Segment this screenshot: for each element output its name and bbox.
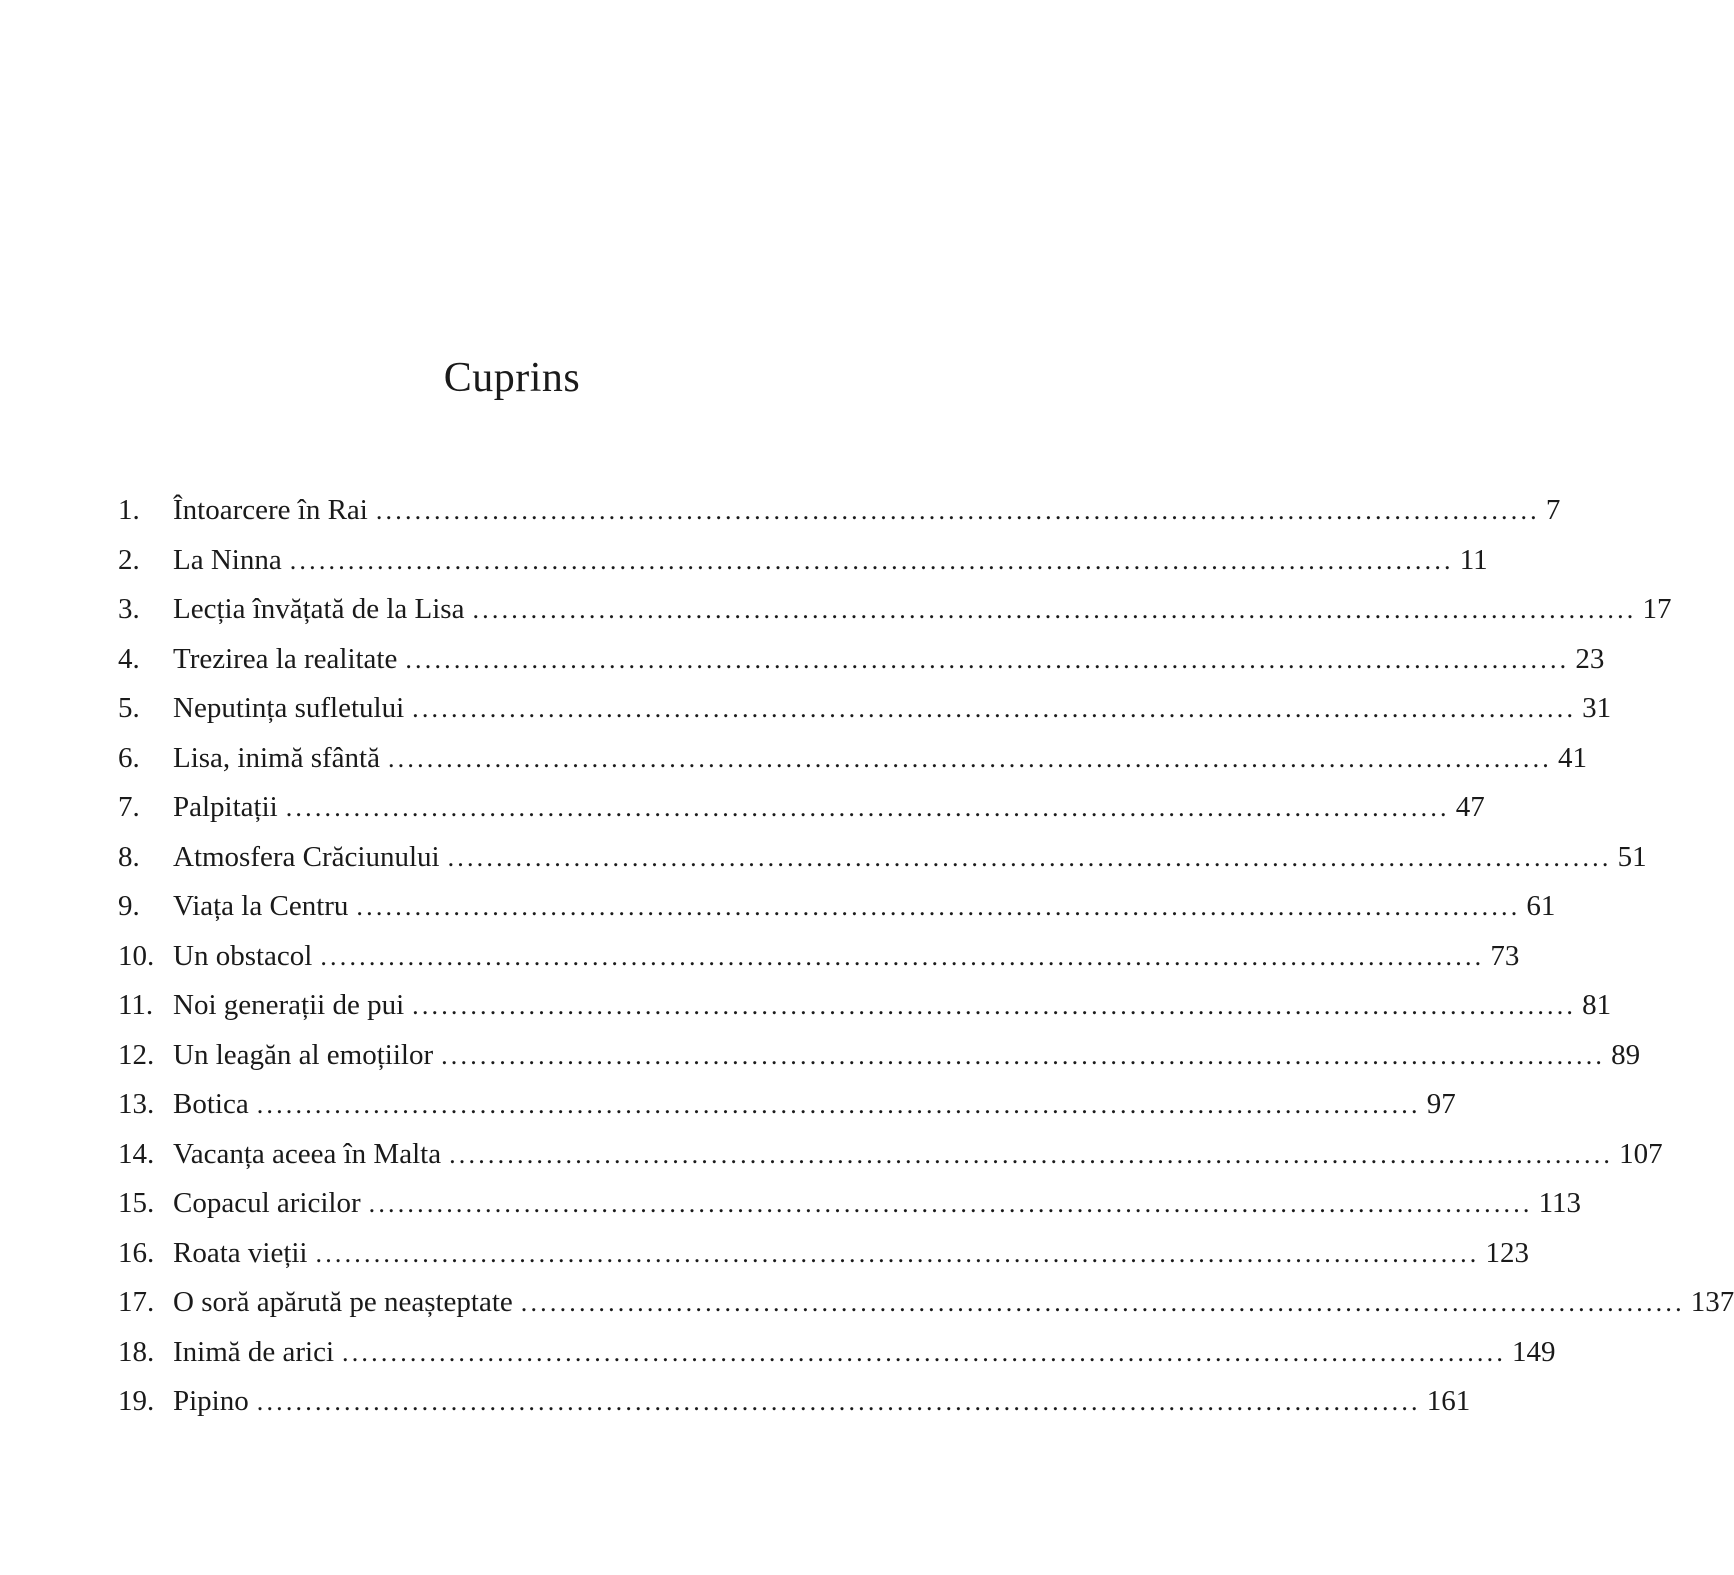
toc-entry-number: 17.	[118, 1286, 155, 1318]
toc-entry-page: 51	[1617, 840, 1647, 873]
toc-dot-leader: ........................................................................................................................	[342, 1337, 1507, 1367]
toc-entry-title: Întoarcere în Rai	[173, 494, 368, 526]
toc-dot-leader: ........................................................................................................................	[368, 1189, 1533, 1218]
toc-entry[interactable]	[118, 1130, 1663, 1180]
toc-entry-title: Noi generații de pui	[173, 989, 405, 1021]
toc-entry-page: 17	[1642, 593, 1672, 625]
toc-entry-title: Lecția învățată de la Lisa	[173, 593, 465, 625]
toc-dot-leader: ........................................................................................................................	[256, 1387, 1421, 1416]
toc-dot-leader: ........................................................................................................................	[387, 743, 1552, 773]
toc-entry-number: 11.	[118, 989, 154, 1021]
toc-entry-page: 81	[1582, 989, 1612, 1021]
toc-entry-number: 18.	[118, 1335, 155, 1368]
toc-entry-title: Trezirea la realitate	[173, 642, 398, 675]
toc-entry[interactable]	[118, 981, 1612, 1031]
toc-entry-page: 107	[1619, 1137, 1663, 1170]
toc-entry-number: 5.	[118, 692, 140, 724]
toc-entry-number: 8.	[118, 840, 140, 873]
toc-dot-leader: ........................................................................................................................	[472, 595, 1637, 624]
toc-entry[interactable]	[118, 1229, 1529, 1279]
toc-entry-title: Un obstacol	[173, 939, 313, 972]
toc-entry-title: Palpitații	[173, 791, 278, 823]
toc-entry-page: 41	[1557, 741, 1587, 774]
toc-entry[interactable]	[118, 1179, 1582, 1229]
toc-entry-page: 11	[1459, 543, 1488, 576]
toc-dot-leader: ........................................................................................................................	[449, 1139, 1614, 1169]
page-title: Cuprins	[443, 355, 581, 401]
toc-entry[interactable]	[118, 585, 1672, 635]
toc-entry[interactable]	[118, 486, 1561, 536]
toc-entry[interactable]	[118, 536, 1488, 586]
toc-entry-page: 31	[1582, 692, 1612, 724]
toc-entry-title: Atmosfera Crăciunului	[173, 840, 440, 873]
toc-entry-page: 161	[1426, 1385, 1471, 1417]
toc-entry[interactable]	[118, 684, 1612, 734]
toc-entry-title: Pipino	[173, 1385, 249, 1417]
toc-entry-title: Viața la Centru	[173, 890, 349, 922]
toc-entry-number: 16.	[118, 1236, 155, 1269]
table-of-contents	[118, 486, 1734, 1427]
toc-entry[interactable]	[118, 635, 1605, 685]
toc-dot-leader: ........................................................................................................................	[447, 842, 1612, 872]
toc-entry-title: O soră apărută pe neașteptate	[173, 1286, 513, 1318]
toc-entry-number: 12.	[118, 1038, 155, 1071]
toc-entry-title: Lisa, inimă sfântă	[173, 741, 380, 774]
toc-entry[interactable]	[118, 1377, 1471, 1427]
toc-entry-page: 7	[1545, 494, 1561, 526]
toc-entry-number: 14.	[118, 1137, 155, 1170]
toc-dot-leader: ........................................................................................................................	[520, 1288, 1685, 1317]
toc-dot-leader: ........................................................................................................................	[375, 496, 1540, 525]
toc-dot-leader: ........................................................................................................................	[256, 1090, 1421, 1119]
toc-entry[interactable]	[118, 734, 1587, 784]
toc-entry-number: 13.	[118, 1088, 155, 1120]
toc-dot-leader: ........................................................................................................................	[356, 892, 1521, 921]
toc-entry[interactable]	[118, 932, 1520, 982]
toc-dot-leader: ........................................................................................................................	[285, 793, 1450, 822]
toc-entry-page: 61	[1526, 890, 1556, 922]
toc-entry-number: 1.	[118, 494, 140, 526]
toc-entry-page: 73	[1490, 939, 1520, 972]
toc-entry-title: Roata vieții	[173, 1236, 308, 1269]
toc-entry-title: Un leagăn al emoțiilor	[173, 1038, 434, 1071]
toc-dot-leader: ........................................................................................................................	[405, 644, 1570, 674]
toc-entry[interactable]	[118, 1328, 1556, 1378]
toc-entry[interactable]	[118, 833, 1647, 883]
toc-entry-title: Vacanța aceea în Malta	[173, 1137, 442, 1170]
toc-entry[interactable]	[118, 1080, 1456, 1130]
toc-entry-number: 6.	[118, 741, 140, 774]
toc-entry[interactable]	[118, 1031, 1641, 1081]
toc-dot-leader: ........................................................................................................................	[315, 1238, 1480, 1268]
toc-dot-leader: ........................................................................................................................	[412, 991, 1577, 1020]
toc-entry-title: Botica	[173, 1088, 249, 1120]
toc-entry-title: Inimă de arici	[173, 1335, 335, 1368]
toc-entry-page: 23	[1575, 642, 1605, 675]
toc-entry[interactable]	[118, 1278, 1734, 1328]
toc-entry-number: 7.	[118, 791, 140, 823]
toc-dot-leader: ........................................................................................................................	[289, 545, 1454, 575]
toc-entry-number: 9.	[118, 890, 140, 922]
toc-entry[interactable]	[118, 882, 1556, 932]
toc-entry-title: Copacul aricilor	[173, 1187, 361, 1219]
toc-entry-page: 113	[1538, 1187, 1582, 1219]
toc-entry-number: 3.	[118, 593, 140, 625]
toc-entry-title: Neputința sufletului	[173, 692, 405, 724]
toc-entry-page: 149	[1512, 1335, 1556, 1368]
toc-entry-page: 47	[1455, 791, 1485, 823]
toc-entry-number: 15.	[118, 1187, 155, 1219]
toc-entry-page: 89	[1611, 1038, 1641, 1071]
toc-dot-leader: ........................................................................................................................	[320, 941, 1485, 971]
toc-entry-page: 97	[1426, 1088, 1456, 1120]
toc-entry[interactable]	[118, 783, 1485, 833]
toc-entry-number: 10.	[118, 939, 155, 972]
toc-entry-number: 4.	[118, 642, 140, 675]
toc-entry-title: La Ninna	[173, 543, 282, 576]
toc-dot-leader: ........................................................................................................................	[412, 694, 1577, 723]
toc-dot-leader: ........................................................................................................................	[441, 1040, 1606, 1070]
toc-entry-number: 2.	[118, 543, 140, 576]
toc-entry-page: 137	[1690, 1286, 1734, 1318]
toc-entry-number: 19.	[118, 1385, 155, 1417]
toc-entry-page: 123	[1485, 1236, 1529, 1269]
